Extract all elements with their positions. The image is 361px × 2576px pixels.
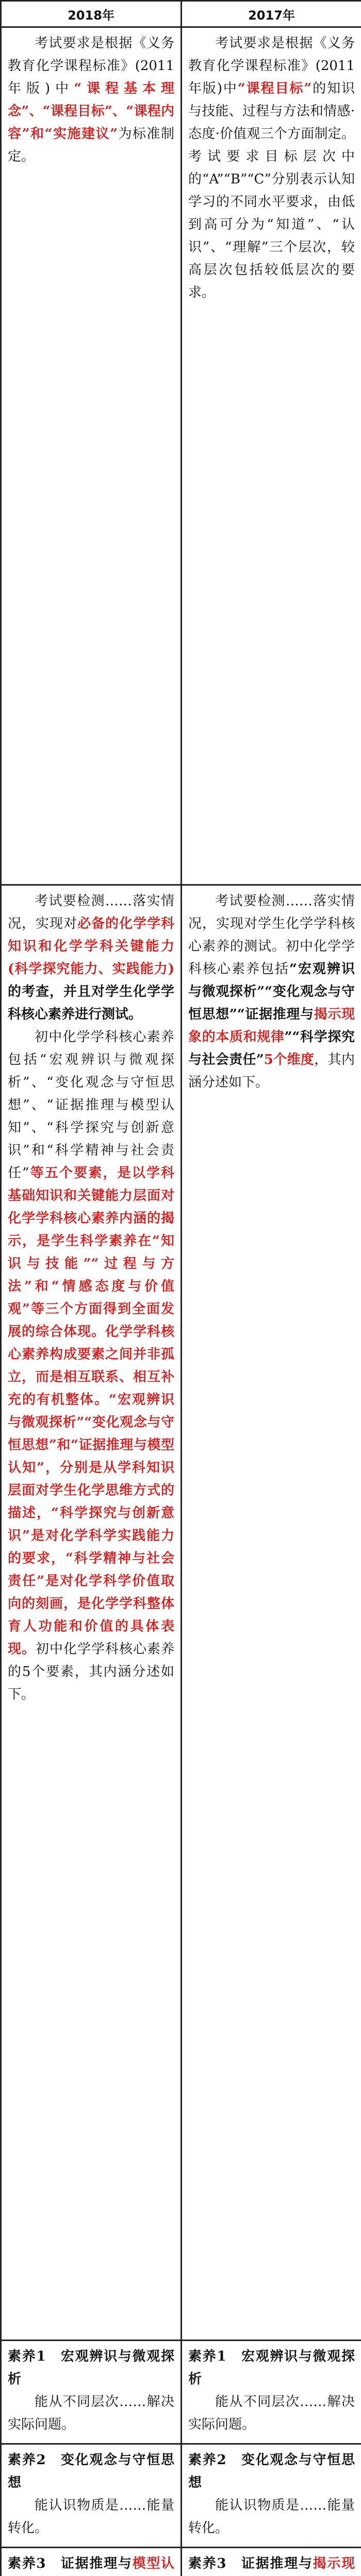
- exam-basis-2018-text: [8, 32, 174, 168]
- text-run: 的知识与技能、过程与方法和情感·态度·价值观三个方面制定。考试要求目标层次中的“A”“B”“C”分别表示认知学习的不同水平要求，由低到高可分为“知道”、“认识”、“理解”三个层次，较高层次包括较低层次的要求。: [188, 81, 355, 300]
- paragraph: [8, 1026, 174, 1706]
- text-run: “课程基本理念”、“课程目标”、“课程内容”和“实施建议”: [8, 81, 174, 142]
- header-2018: 2018年: [1, 1, 182, 27]
- literacy-1-2017: [182, 2341, 361, 2444]
- literacy-1-2018: [1, 2341, 182, 2444]
- header-row: [1, 1, 361, 27]
- text-run: 初中化学学科核心素养的5个要素，其内涵分述如下。: [8, 1641, 174, 1702]
- text-run: 必备的化学学科知识和化学学科关键能力(科学探究能力、实践能力): [8, 916, 174, 977]
- text-run: 考试要检测……落实情况，实现对学生化学学科核心素养的测试。初中化学学科核心素养包括: [188, 893, 355, 977]
- exam-basis-2017-text: [188, 32, 355, 304]
- text-run: 模型认: [132, 2556, 174, 2571]
- text-run: 考试要求是根据《义务教育化学课程标准》(2011年版)中: [188, 36, 355, 96]
- text-run: 考试要检测……落实情况，实现对: [8, 893, 174, 931]
- exam-basis-2018: [1, 27, 182, 885]
- text-run: 初中化学学科核心素养包括“宏观辨识与微观探析”、“变化观念与守恒思想”、“证据推理与模型认知”、“科学探究与创新意识”和“科学精神与社会责任”: [8, 1029, 174, 1181]
- literacy-1-title-2018: 素养1 宏观辨识与微观探析: [8, 2349, 174, 2387]
- core-literacy-intro-2018: [1, 885, 182, 2341]
- literacy-3-row: [1, 2548, 361, 2576]
- literacy-2-2017: [182, 2444, 361, 2548]
- literacy-1-body-2017: 能从不同层次……解决实际问题。: [188, 2394, 355, 2432]
- text-run: 考试要求是根据《义务教育化学课程标准》(2011年版)中: [8, 36, 174, 96]
- literacy-2-title-2017: 素养2 变化观念与守恒思想: [188, 2452, 355, 2490]
- literacy-3-text-2018: [8, 2552, 174, 2576]
- core-literacy-intro-2017: [182, 885, 361, 2341]
- literacy-3-2018: [1, 2548, 182, 2576]
- literacy-3-text-2017: [188, 2552, 355, 2576]
- text-run: 揭示现: [313, 2556, 355, 2571]
- text-run: ”“科学探究与社会责任”: [188, 1029, 355, 1067]
- literacy-1-body-2018: 能从不同层次……解决实际问题。: [8, 2394, 174, 2432]
- text-run: 揭示现象的本质和规律: [188, 1007, 355, 1045]
- core-literacy-intro-row: [1, 885, 361, 2341]
- text-run: 等五个要素，是以学科基础知识和关键能力层面对化学学科核心素养内涵的揭示，是学生科学素养在“知识与技能”“过程与方法”和“情感态度与价值观”等三个方面得到全面发展的综合体现。化学学科核心素养构成要素之间并非孤立，而是相互联系、相互补充的有机整体。“宏观辨识与微观探析”“变化观念与守恒思想”和“证据推理与模型认知”，分别是从学科知识层面对学生化学思维方式的描述，“科学探究与创新意识”是对化学科学实践能力的要求，“科学精神与社会责任”是对化学科学价值取向的刻画，是化学学科整体育人功能和价值的具体表现。: [8, 1165, 174, 1657]
- literacy-2-2018: [1, 2444, 182, 2548]
- paragraph: [188, 890, 355, 1094]
- text-run: “宏观辨识与微观探析”“变化观念与守恒思想”“证据推理与: [188, 961, 355, 1022]
- literacy-2-row: [1, 2444, 361, 2548]
- literacy-1-title-2017: 素养1 宏观辨识与微观探析: [188, 2349, 355, 2387]
- header-2017: 2017年: [182, 1, 361, 27]
- literacy-3-2017: [182, 2548, 361, 2576]
- text-run: 素养3 证据推理与: [188, 2556, 313, 2571]
- literacy-2-body-2017: 能认识物质是……能量转化。: [188, 2498, 355, 2536]
- literacy-2-title-2018: 素养2 变化观念与守恒思想: [8, 2452, 174, 2490]
- text-run: 为标准制定。: [8, 126, 174, 164]
- paragraph: [8, 890, 174, 1026]
- exam-basis-row: [1, 27, 361, 885]
- text-run: ，其内涵分述如下。: [188, 1052, 355, 1090]
- text-run: 素养3 证据推理与: [8, 2556, 133, 2571]
- literacy-2-body-2018: 能认识物质是……能量转化。: [8, 2498, 174, 2536]
- text-run: 5个维度: [264, 1052, 315, 1067]
- exam-basis-2017: [182, 27, 361, 885]
- text-run: 的考查，并且对学生化学学科核心素养进行测试。: [8, 984, 174, 1022]
- text-run: “课程目标”: [237, 81, 312, 96]
- literacy-1-row: [1, 2341, 361, 2444]
